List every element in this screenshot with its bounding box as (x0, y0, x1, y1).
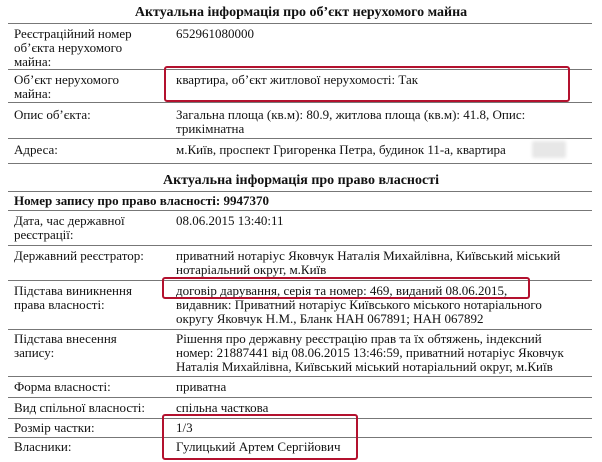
label-registration-date: Дата, час державної реєстрації: (14, 213, 125, 242)
label-record-basis: Підстава внесення запису: (14, 331, 117, 360)
record-number-label: Номер запису про право власності: (14, 193, 221, 208)
highlight-share-and-owner (162, 414, 358, 460)
separator (8, 191, 592, 192)
separator (8, 102, 592, 103)
label-share-size: Розмір частки: (14, 420, 95, 435)
separator (8, 210, 592, 211)
value-address: м.Київ, проспект Григоренка Петра, будинок 11-а, квартира (176, 142, 506, 157)
label-object-description: Опис об’єкта: (14, 107, 91, 122)
value-registration-number: 652961080000 (176, 26, 254, 41)
separator (8, 329, 592, 330)
separator (8, 376, 592, 377)
label-object-type: Об’єкт нерухомого майна: (14, 72, 120, 101)
value-record-basis: Рішення про державну реєстрацію прав та їх обтяжень, індексний номер: 21887441 від 08.06.2015 13:46:59, приватний нотаріус Яковчук Наталія Михайлівна, Київський міський нотаріальний округ, м.Київ (176, 331, 564, 374)
label-owners: Власники: (14, 439, 72, 454)
value-ownership-form: приватна (176, 379, 227, 394)
label-ownership-basis: Підстава виникнення права власності: (14, 283, 132, 312)
value-object-description: Загальна площа (кв.м): 80.9, житлова площа (кв.м): 41.8, Опис: трикімнатна (176, 107, 526, 136)
separator (8, 163, 592, 164)
label-ownership-form: Форма власності: (14, 379, 111, 394)
property-section-title: Актуальна інформація про об’єкт нерухомого майна (134, 5, 468, 20)
value-ownership-basis: договір дарування, серія та номер: 469, виданий 08.06.2015, видавник: Приватний нотаріус Київського міського нотаріального округу Яковчук Н.М., Бланк НАН 067891; НАН 067892 (176, 283, 542, 326)
value-object-type: квартира, об’єкт житлової нерухомості: Так (176, 72, 419, 87)
redacted-apartment-number (532, 141, 566, 158)
ownership-section-title: Актуальна інформація про право власності (163, 173, 439, 188)
record-number-value: 9947370 (223, 193, 269, 208)
separator (8, 138, 592, 139)
value-registration-date: 08.06.2015 13:40:11 (176, 213, 284, 228)
value-joint-ownership-type: спільна часткова (176, 400, 269, 415)
label-joint-ownership-type: Вид спільної власності: (14, 400, 146, 415)
value-owners: Гулицький Артем Сергійович (176, 439, 341, 454)
separator (8, 397, 592, 398)
highlight-object-type (164, 66, 570, 102)
value-registrar: приватний нотаріус Яковчук Наталія Михайлівна, Київський міський нотаріальний округ, м.Київ (176, 248, 561, 277)
label-registrar: Державний реєстратор: (14, 248, 144, 263)
value-share-size: 1/3 (176, 420, 193, 435)
record-number-line (14, 194, 269, 208)
highlight-ownership-basis (162, 277, 530, 299)
separator (8, 23, 592, 24)
label-address: Адреса: (14, 142, 58, 157)
separator (8, 245, 592, 246)
label-registration-number: Реєстраційний номер об’єкта нерухомого майна: (14, 26, 132, 69)
